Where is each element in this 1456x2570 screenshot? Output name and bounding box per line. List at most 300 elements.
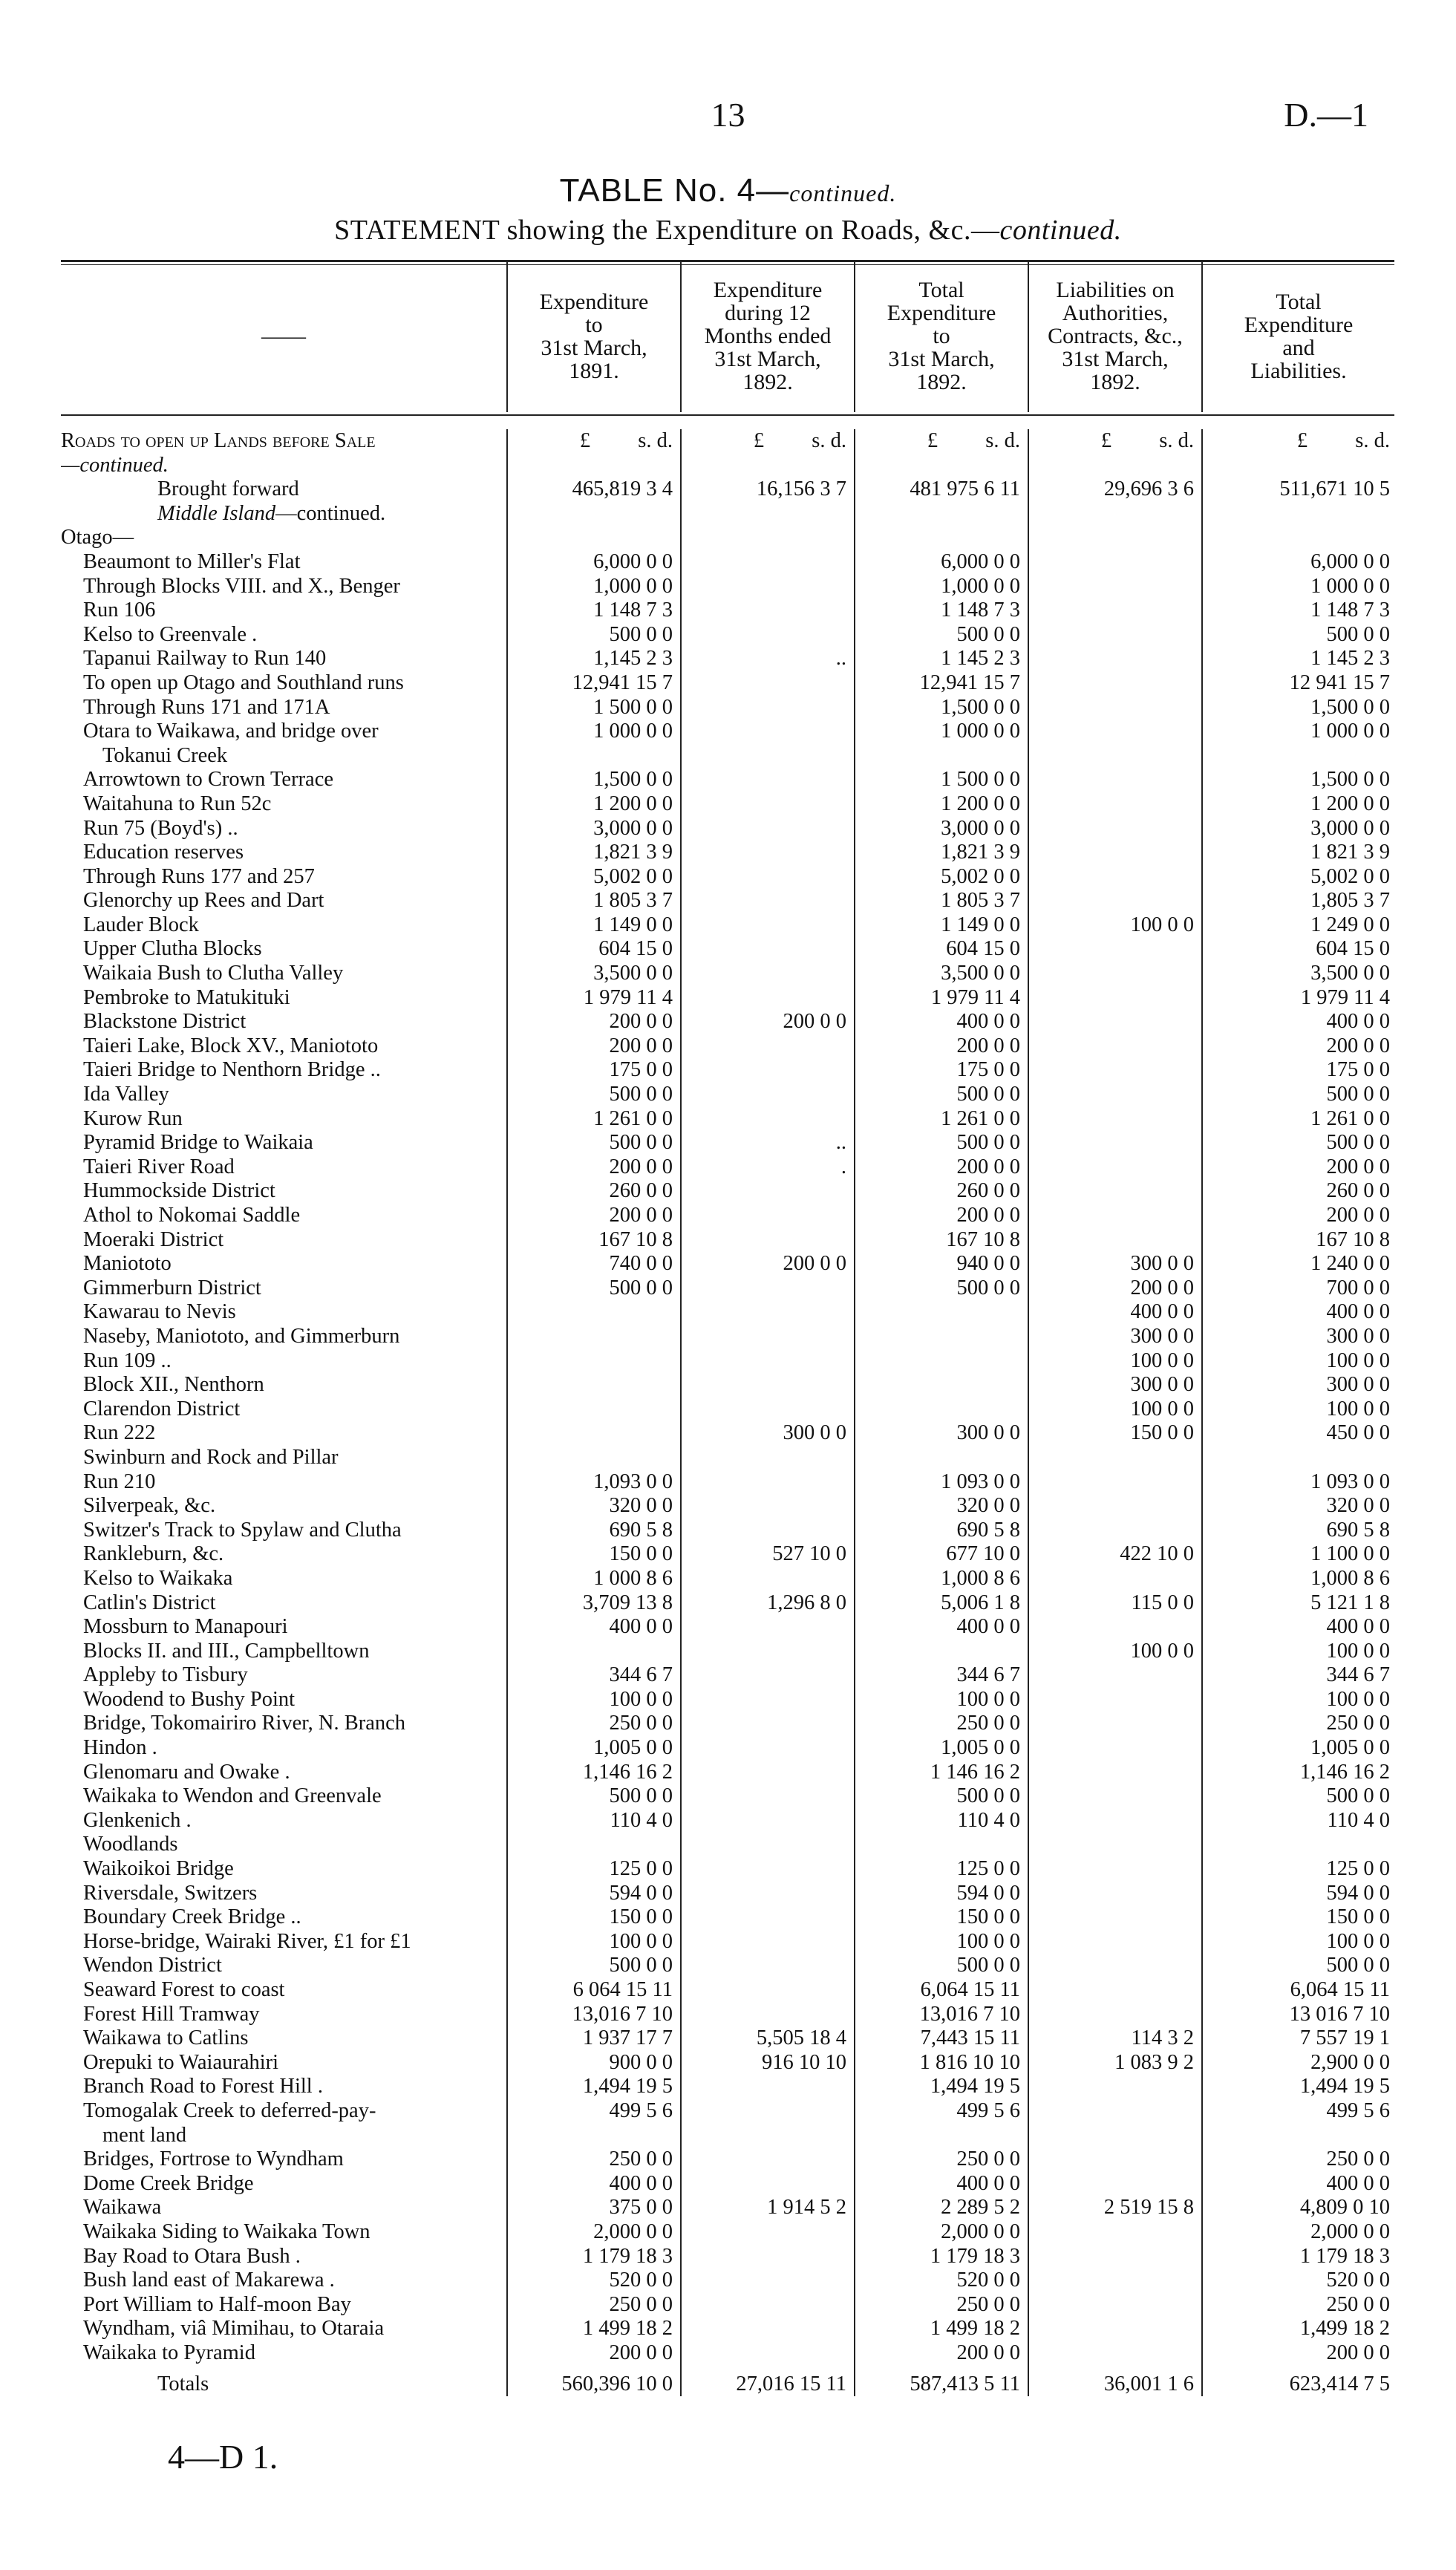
row-col1 [507, 1373, 681, 1397]
row-col3: 940 0 0 [855, 1252, 1028, 1276]
row-col3: 500 0 0 [855, 1083, 1028, 1107]
row-col5: 12 941 15 7 [1202, 671, 1394, 696]
cell [1028, 502, 1202, 526]
row-col1: 500 0 0 [507, 1784, 681, 1809]
row-col1: 175 0 0 [507, 1058, 681, 1083]
table-row [61, 2317, 1394, 2341]
row-col5: 499 5 6 [1202, 2099, 1394, 2124]
table-row [61, 1494, 1394, 1519]
row-col4 [1028, 2341, 1202, 2366]
row-col1: 13,016 7 10 [507, 2003, 681, 2027]
row-col4 [1028, 2075, 1202, 2099]
row-col2 [681, 671, 855, 696]
row-col4 [1028, 1809, 1202, 1833]
row-col5: 2,900 0 0 [1202, 2051, 1394, 2075]
row-col5: 200 0 0 [1202, 1204, 1394, 1228]
row-col4 [1028, 865, 1202, 890]
row-col1: 1 261 0 0 [507, 1107, 681, 1132]
header-line: Contracts, &c., [1048, 324, 1183, 348]
row-col3: 260 0 0 [855, 1179, 1028, 1204]
section-heading-cont: —continued. [61, 453, 169, 477]
row-col5: 1,000 8 6 [1202, 1567, 1394, 1591]
row-col3: 1 979 11 4 [855, 986, 1028, 1011]
table-row [61, 1470, 1394, 1495]
table-row [61, 1058, 1394, 1083]
cell [681, 502, 855, 526]
row-col3: 604 15 0 [855, 937, 1028, 962]
table-row [61, 1034, 1394, 1059]
row-col1: 200 0 0 [507, 1010, 681, 1034]
table-row [61, 720, 1394, 744]
row-col1: 1,821 3 9 [507, 841, 681, 865]
row-col3: 5,002 0 0 [855, 865, 1028, 890]
table-row [61, 2220, 1394, 2245]
row-name: Run 210 [83, 1470, 156, 1493]
row-name: Through Runs 177 and 257 [83, 864, 315, 888]
row-col1: 1 979 11 4 [507, 986, 681, 1011]
table-row [61, 1300, 1394, 1325]
header-line: Expenditure [713, 278, 823, 302]
row-col4 [1028, 1712, 1202, 1736]
row-col5: 100 0 0 [1202, 1349, 1394, 1374]
section-heading: Roads to open up Lands before Sale [61, 429, 376, 452]
header-line: to [585, 312, 603, 337]
row-name: Bridges, Fortrose to Wyndham [83, 2147, 344, 2171]
row-col2: 200 0 0 [681, 1252, 855, 1276]
row-name: ment land [102, 2123, 187, 2147]
table-row [61, 1446, 1394, 1470]
row-col4 [1028, 1155, 1202, 1180]
row-col5: 344 6 7 [1202, 1663, 1394, 1688]
row-name: Kurow Run [83, 1106, 183, 1130]
row-col1: 167 10 8 [507, 1228, 681, 1253]
row-name: Through Blocks VIII. and X., Benger [83, 574, 400, 598]
row-col4 [1028, 1107, 1202, 1132]
row-col2 [681, 913, 855, 938]
row-col3: 677 10 0 [855, 1542, 1028, 1567]
expenditure-table [61, 429, 1394, 2396]
row-col3: 2 289 5 2 [855, 2196, 1028, 2220]
table-row [61, 2051, 1394, 2075]
row-col3: 1 000 0 0 [855, 720, 1028, 744]
table-row [61, 2245, 1394, 2269]
row-name: Waikawa [83, 2196, 162, 2220]
row-col5: 700 0 0 [1202, 1276, 1394, 1301]
row-col4 [1028, 1034, 1202, 1059]
row-col5: 1 249 0 0 [1202, 913, 1394, 938]
row-col2 [681, 1519, 855, 1543]
table-row [61, 1809, 1394, 1833]
row-col1: 400 0 0 [507, 2172, 681, 2196]
row-col1: 1,146 16 2 [507, 1761, 681, 1785]
table-row [61, 1131, 1394, 1155]
row-col2 [681, 1349, 855, 1374]
row-col5: 1,805 3 7 [1202, 889, 1394, 913]
row-col4 [1028, 2293, 1202, 2318]
row-col4 [1028, 962, 1202, 986]
row-col4 [1028, 2245, 1202, 2269]
row-col4 [1028, 2269, 1202, 2293]
row-col5: 13 016 7 10 [1202, 2003, 1394, 2027]
row-col4 [1028, 1930, 1202, 1954]
header-line: Expenditure [1244, 312, 1354, 337]
row-col3: 125 0 0 [855, 1857, 1028, 1882]
table-row [61, 1882, 1394, 1906]
row-col2: 1 914 5 2 [681, 2196, 855, 2220]
table-row [61, 1736, 1394, 1761]
row-col1: 1 805 3 7 [507, 889, 681, 913]
row-col2 [681, 1567, 855, 1591]
row-col4 [1028, 550, 1202, 575]
row-name: Blackstone District [83, 1010, 247, 1034]
row-col3: 344 6 7 [855, 1663, 1028, 1688]
row-col5: 167 10 8 [1202, 1228, 1394, 1253]
row-col2 [681, 720, 855, 744]
row-col2 [681, 550, 855, 575]
row-col4 [1028, 1567, 1202, 1591]
table-row [61, 1930, 1394, 1954]
header-line: 1892. [1090, 370, 1140, 394]
row-name: Lauder Block [83, 913, 199, 936]
row-col4 [1028, 2317, 1202, 2341]
brought-forward-label: Brought forward [157, 477, 299, 501]
row-col5: 520 0 0 [1202, 2269, 1394, 2293]
table-row [61, 2099, 1394, 2124]
row-col5: 5,002 0 0 [1202, 865, 1394, 890]
row-name: Tokanui Creek [102, 743, 228, 767]
row-col1: 740 0 0 [507, 1252, 681, 1276]
row-col1 [507, 1421, 681, 1446]
row-col3: 1 145 2 3 [855, 647, 1028, 671]
row-col1: 6,000 0 0 [507, 550, 681, 575]
row-col4 [1028, 841, 1202, 865]
row-col1: 1 200 0 0 [507, 792, 681, 817]
table-row [61, 599, 1394, 623]
row-col5: 450 0 0 [1202, 1421, 1394, 1446]
row-col5: 1,500 0 0 [1202, 696, 1394, 720]
cell [1028, 454, 1202, 478]
row-col3: 6,064 15 11 [855, 1978, 1028, 2003]
row-name: Waikaka to Wendon and Greenvale [83, 1784, 382, 1808]
row-col4 [1028, 1446, 1202, 1470]
row-col3: 1 179 18 3 [855, 2245, 1028, 2269]
row-col2 [681, 1373, 855, 1397]
row-name: Waikawa to Catlins [83, 2026, 249, 2050]
row-name: Bush land east of Makarewa . [83, 2269, 335, 2292]
header-col4 [1028, 260, 1202, 412]
table-row [61, 889, 1394, 913]
table-row [61, 2026, 1394, 2051]
row-col4 [1028, 2172, 1202, 2196]
row-name: Boundary Creek Bridge .. [83, 1905, 301, 1929]
row-col5: 200 0 0 [1202, 2341, 1394, 2366]
row-col1: 1,005 0 0 [507, 1736, 681, 1761]
row-col2 [681, 1034, 855, 1059]
row-col3: 1,821 3 9 [855, 841, 1028, 865]
table-row [61, 1421, 1394, 1446]
row-col4: 100 0 0 [1028, 1349, 1202, 1374]
row-col5: 200 0 0 [1202, 1034, 1394, 1059]
header-line: Liabilities. [1250, 358, 1347, 383]
row-name: Hummockside District [83, 1179, 275, 1203]
row-name: Swinburn and Rock and Pillar [83, 1445, 339, 1469]
row-col1: 520 0 0 [507, 2269, 681, 2293]
row-name: Waitahuna to Run 52c [83, 792, 272, 815]
bf-col5: 511,671 10 5 [1202, 477, 1394, 502]
row-col2 [681, 1761, 855, 1785]
cell [1202, 454, 1394, 478]
row-col3: 690 5 8 [855, 1519, 1028, 1543]
row-col1: 1,500 0 0 [507, 768, 681, 792]
row-col2 [681, 744, 855, 769]
row-col2: 916 10 10 [681, 2051, 855, 2075]
row-col5: 125 0 0 [1202, 1857, 1394, 1882]
row-col3: 3,500 0 0 [855, 962, 1028, 986]
row-col4 [1028, 1736, 1202, 1761]
row-col4: 300 0 0 [1028, 1325, 1202, 1349]
row-col4 [1028, 2220, 1202, 2245]
row-col4 [1028, 768, 1202, 792]
row-name: Pyramid Bridge to Waikaia [83, 1131, 313, 1155]
row-col3: 200 0 0 [855, 1204, 1028, 1228]
row-col1: 250 0 0 [507, 2147, 681, 2172]
row-col1: 500 0 0 [507, 623, 681, 648]
header-description: —— [261, 324, 306, 348]
row-col3: 400 0 0 [855, 1615, 1028, 1640]
row-col1: 3,000 0 0 [507, 817, 681, 841]
bf-col2: 16,156 3 7 [681, 477, 855, 502]
table-row [61, 1784, 1394, 1809]
row-col1: 260 0 0 [507, 1179, 681, 1204]
row-col2 [681, 817, 855, 841]
row-col3: 110 4 0 [855, 1809, 1028, 1833]
row-col3: 1 805 3 7 [855, 889, 1028, 913]
row-col1: 150 0 0 [507, 1542, 681, 1567]
row-col1: 500 0 0 [507, 1083, 681, 1107]
row-col2 [681, 599, 855, 623]
row-col5: 400 0 0 [1202, 1300, 1394, 1325]
row-col2 [681, 986, 855, 1011]
row-col5 [1202, 744, 1394, 769]
row-name: Hindon . [83, 1736, 157, 1760]
row-name: Riversdale, Switzers [83, 1881, 258, 1905]
cell [681, 454, 855, 478]
row-col3: 100 0 0 [855, 1930, 1028, 1954]
row-col3: 400 0 0 [855, 2172, 1028, 2196]
row-col3: 200 0 0 [855, 1034, 1028, 1059]
row-col1: 1 179 18 3 [507, 2245, 681, 2269]
row-col1: 12,941 15 7 [507, 671, 681, 696]
row-name: Port William to Half-moon Bay [83, 2292, 351, 2316]
row-col2 [681, 1228, 855, 1253]
row-col2 [681, 1784, 855, 1809]
row-col5: 1 179 18 3 [1202, 2245, 1394, 2269]
row-name: Run 222 [83, 1421, 156, 1445]
row-name: Taieri River Road [83, 1155, 235, 1178]
row-col2 [681, 1954, 855, 1978]
row-col1: 500 0 0 [507, 1276, 681, 1301]
table-row [61, 937, 1394, 962]
row-col1: 100 0 0 [507, 1930, 681, 1954]
row-col3: 3,000 0 0 [855, 817, 1028, 841]
row-col5: 1 000 0 0 [1202, 720, 1394, 744]
header-line: 1891. [569, 358, 619, 383]
row-col5: 1 261 0 0 [1202, 1107, 1394, 1132]
table-row [61, 986, 1394, 1011]
row-col5: 175 0 0 [1202, 1058, 1394, 1083]
row-col5: 100 0 0 [1202, 1397, 1394, 1422]
row-col2 [681, 1736, 855, 1761]
row-col3: 320 0 0 [855, 1494, 1028, 1519]
row-col3: 200 0 0 [855, 2341, 1028, 2366]
row-name: Clarendon District [83, 1397, 241, 1421]
row-name: Tapanui Railway to Run 140 [83, 647, 327, 671]
row-col3: 1,000 8 6 [855, 1567, 1028, 1591]
row-col5: 6,064 15 11 [1202, 1978, 1394, 2003]
row-col1: 320 0 0 [507, 1494, 681, 1519]
row-col2 [681, 1882, 855, 1906]
row-col2 [681, 623, 855, 648]
table-row [61, 1107, 1394, 1132]
row-col1 [507, 1833, 681, 1857]
table-row [61, 2172, 1394, 2196]
row-col3 [855, 744, 1028, 769]
row-col2 [681, 865, 855, 890]
row-col4 [1028, 1978, 1202, 2003]
row-col1: 500 0 0 [507, 1954, 681, 1978]
row-col2 [681, 2341, 855, 2366]
row-col4: 200 0 0 [1028, 1276, 1202, 1301]
row-col1 [507, 1640, 681, 1664]
table-row [61, 1276, 1394, 1301]
unit-col5: £ s. d. [1202, 429, 1394, 454]
row-col4 [1028, 1882, 1202, 1906]
table-row [61, 841, 1394, 865]
row-col5: 1 145 2 3 [1202, 647, 1394, 671]
row-col5: 400 0 0 [1202, 1010, 1394, 1034]
row-col1 [507, 1446, 681, 1470]
total-col1: 560,396 10 0 [507, 2366, 681, 2396]
row-col5: 400 0 0 [1202, 2172, 1394, 2196]
bf-col3: 481 975 6 11 [855, 477, 1028, 502]
totals-label: Totals [61, 2366, 507, 2396]
table-row [61, 817, 1394, 841]
row-col2 [681, 768, 855, 792]
row-col4 [1028, 986, 1202, 1011]
table-row [61, 647, 1394, 671]
row-col2 [681, 1930, 855, 1954]
row-col5: 1 093 0 0 [1202, 1470, 1394, 1495]
row-col3: 200 0 0 [855, 1155, 1028, 1180]
row-col4: 2 519 15 8 [1028, 2196, 1202, 2220]
table-row [61, 865, 1394, 890]
header-col2 [681, 260, 855, 412]
row-col3 [855, 2124, 1028, 2148]
table-row [61, 1833, 1394, 1857]
cell [507, 454, 681, 478]
table-row [61, 575, 1394, 599]
row-name: Bay Road to Otara Bush . [83, 2244, 301, 2268]
row-col2 [681, 1615, 855, 1640]
row-col3: 500 0 0 [855, 1954, 1028, 1978]
row-col5: 100 0 0 [1202, 1640, 1394, 1664]
island-label: Middle Island—continued. [157, 501, 386, 525]
row-col1: 200 0 0 [507, 1034, 681, 1059]
row-col2 [681, 937, 855, 962]
row-col3: 250 0 0 [855, 1712, 1028, 1736]
row-col5: 500 0 0 [1202, 1784, 1394, 1809]
row-col5: 320 0 0 [1202, 1494, 1394, 1519]
row-col3: 250 0 0 [855, 2293, 1028, 2318]
table-row [61, 2269, 1394, 2293]
row-col1: 1 937 17 7 [507, 2026, 681, 2051]
row-col2 [681, 1179, 855, 1204]
document-code: D.—1 [1284, 96, 1368, 134]
row-col3: 300 0 0 [855, 1421, 1028, 1446]
row-col2 [681, 575, 855, 599]
row-col2: .. [681, 647, 855, 671]
row-col1: 1,093 0 0 [507, 1470, 681, 1495]
row-col4 [1028, 1761, 1202, 1785]
header-col3 [855, 260, 1028, 412]
row-col1 [507, 744, 681, 769]
row-col3: 5,006 1 8 [855, 1591, 1028, 1616]
row-col1: 1 148 7 3 [507, 599, 681, 623]
row-col5: 500 0 0 [1202, 1083, 1394, 1107]
column-headers [61, 260, 1394, 412]
row-col3: 12,941 15 7 [855, 671, 1028, 696]
row-name: Run 75 (Boyd's) .. [83, 816, 238, 840]
header-col1 [507, 260, 681, 412]
row-col4 [1028, 889, 1202, 913]
row-col2 [681, 2075, 855, 2099]
row-col4: 1 083 9 2 [1028, 2051, 1202, 2075]
row-col1: 3,709 13 8 [507, 1591, 681, 1616]
row-col5: 500 0 0 [1202, 1131, 1394, 1155]
table-row [61, 1761, 1394, 1785]
row-name: Waikaia Bush to Clutha Valley [83, 962, 344, 985]
row-name: Education reserves [83, 841, 244, 864]
row-col4 [1028, 1615, 1202, 1640]
row-col3: 500 0 0 [855, 1784, 1028, 1809]
row-col4 [1028, 1954, 1202, 1978]
row-col2 [681, 1058, 855, 1083]
row-col5: 1 821 3 9 [1202, 841, 1394, 865]
table-row [61, 1663, 1394, 1688]
bf-col1: 465,819 3 4 [507, 477, 681, 502]
table-row [61, 696, 1394, 720]
row-col2 [681, 1978, 855, 2003]
row-col1: 250 0 0 [507, 1712, 681, 1736]
cell [507, 502, 681, 526]
row-col2 [681, 1833, 855, 1857]
header-line: Months ended [704, 324, 832, 348]
row-name: Branch Road to Forest Hill . [83, 2075, 323, 2098]
table-row [61, 2003, 1394, 2027]
header-line: and [1282, 335, 1315, 360]
row-col4: 300 0 0 [1028, 1373, 1202, 1397]
row-col4 [1028, 744, 1202, 769]
row-col2 [681, 2245, 855, 2269]
cell [1202, 502, 1394, 526]
row-col2 [681, 1494, 855, 1519]
row-col2 [681, 1446, 855, 1470]
row-col3: 7,443 15 11 [855, 2026, 1028, 2051]
row-col3: 150 0 0 [855, 1905, 1028, 1930]
row-col1: 250 0 0 [507, 2293, 681, 2318]
row-col1: 1,494 19 5 [507, 2075, 681, 2099]
table-row [61, 1349, 1394, 1374]
